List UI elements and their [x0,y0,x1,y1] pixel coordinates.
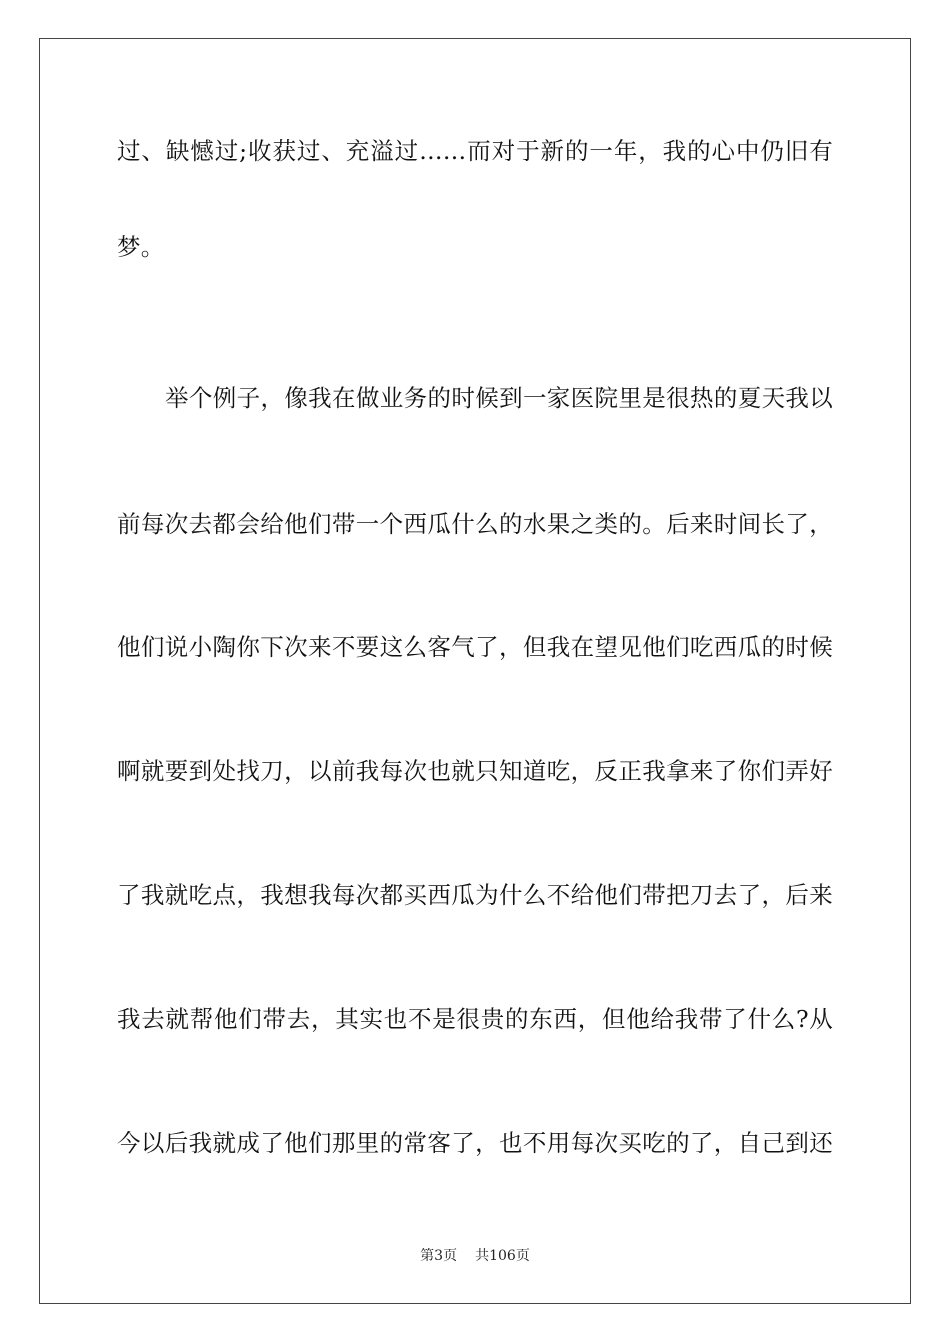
text-line: 过、缺憾过;收获过、充溢过……而对于新的一年，我的心中仍旧有 [117,137,833,165]
page-number: 第3页 [420,1248,458,1264]
text-line: 梦。 [117,233,165,261]
text-line: 前每次去都会给他们带一个西瓜什么的水果之类的。后来时间长了， [117,510,833,538]
total-pages: 共106页 [475,1248,530,1264]
page-border [39,38,911,1304]
paragraph-first-line: 举个例子，像我在做业务的时候到一家医院里是很热的夏天我以 [165,384,833,412]
page-footer [0,1247,950,1265]
text-line: 了我就吃点，我想我每次都买西瓜为什么不给他们带把刀去了，后来 [117,881,833,909]
text-line: 啊就要到处找刀，以前我每次也就只知道吃，反正我拿来了你们弄好 [117,757,833,785]
text-line: 今以后我就成了他们那里的常客了，也不用每次买吃的了，自己到还 [117,1129,833,1157]
text-line: 他们说小陶你下次来不要这么客气了，但我在望见他们吃西瓜的时候 [117,633,833,661]
text-line: 我去就帮他们带去，其实也不是很贵的东西，但他给我带了什么?从 [117,1005,833,1033]
